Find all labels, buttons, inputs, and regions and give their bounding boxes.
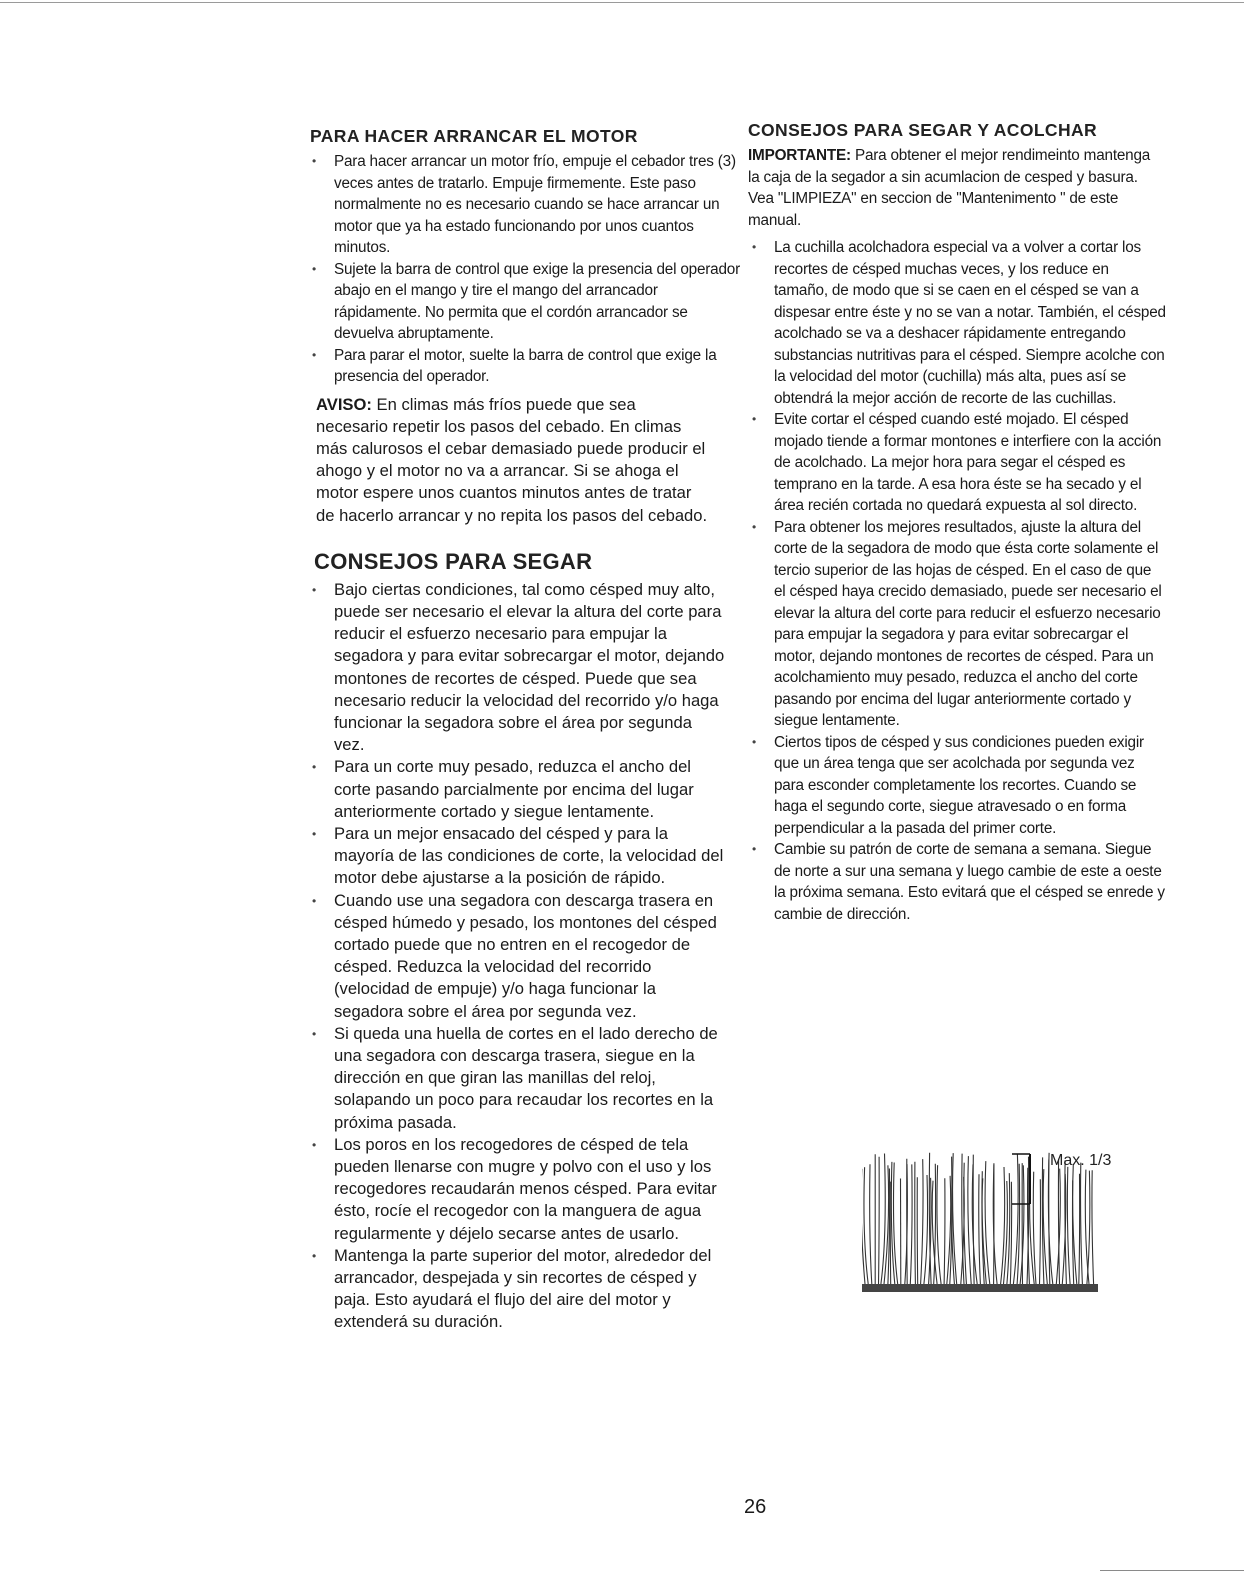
grass-blade	[1010, 1182, 1011, 1284]
list-item: • Bajo ciertas condiciones, tal como césped muy alto, puede ser necesario el elevar la altura del corte para reducir el esfuerzo necesario para empujar la segadora y para evitar sobrecargar el motor, dejando montones de recortes de césped. Puede que sea necesario reducir la velocidad del recorrido y/o haga funcionar la segadora sobre el área por segunda vez.	[308, 579, 726, 757]
grass-blade	[973, 1155, 974, 1284]
grass-blade	[915, 1162, 916, 1284]
grass-blade	[1001, 1167, 1005, 1284]
grass-blade	[870, 1164, 872, 1284]
list-item: • Los poros en los recogedores de césped de tela pueden llenarse con mugre y polvo con el uso y los recogedores recaudarán menos césped. Para evitar ésto, rocíe el recogedor con la manguera de agua regularmente y déjelo secarse antes de usarlo.	[308, 1134, 726, 1245]
mulching-tips-list	[748, 237, 1166, 925]
grass-blade	[964, 1163, 967, 1284]
list-item: • La cuchilla acolchadora especial va a volver a cortar los recortes de césped muchas veces, y los reduce en tamaño, de modo que si se caen en el césped se van a dispesar entre éste y no se van a notar. También, el césped acolchado se va a deshacer rápidamente entregando substancias nutritivas para el césped. Siempre acolche con la velocidad del motor (cuchilla) más alta, pues así se obtendrá la mejor acción de recorte de las cuchillas.	[748, 237, 1166, 409]
mulching-tips-section	[748, 120, 1188, 925]
right-column	[748, 120, 1188, 925]
grass-blade	[1033, 1172, 1036, 1284]
list-item: • Si queda una huella de cortes en el lado derecho de una segadora con descarga trasera, siegue en la dirección en que giran las manillas del reloj, solapando un poco para recaudar los recortes en la próxima pasada.	[308, 1023, 726, 1134]
notice-paragraph	[316, 394, 708, 527]
grass-blade	[879, 1157, 880, 1284]
start-engine-list	[308, 151, 748, 388]
start-engine-section	[308, 126, 748, 527]
grass-blade	[910, 1164, 912, 1284]
list-item: • Para un corte muy pesado, reduzca el ancho del corte pasando parcialmente por encima del lugar anteriormente cortado y siegue lentamente.	[308, 756, 726, 823]
grass-blade	[1040, 1179, 1041, 1284]
list-item: • Para obtener los mejores resultados, ajuste la altura del corte de la segadora de modo que ésta corte solamente el tercio superior de las hojas de césped. En el caso de que el césped haya crecido demasiado, puede ser necesario el elevar la altura del corte para reducir el esfuerzo necesario para empujar la segadora y para evitar sobrecargar el motor, dejando montones de recortes de césped. Para un acolchamiento muy pesado, reduzca el ancho del corte pasando por encima del lugar anteriormente cortado y siegue lentamente.	[748, 517, 1166, 732]
grass-blade	[1067, 1167, 1070, 1284]
grass-blade	[937, 1165, 941, 1284]
top-scan-rule	[0, 2, 1244, 3]
list-item: • Cambie su patrón de corte de semana a semana. Siegue de norte a sur una semana y luego cambie de este a oeste la próxima semana. Esto evitará que el césped se enrede y cambie de dirección.	[748, 839, 1166, 925]
max-third-label: Max. 1/3	[1050, 1152, 1112, 1169]
mowing-tips-heading: CONSEJOS PARA SEGAR	[314, 548, 593, 574]
grass-blade	[1079, 1174, 1080, 1284]
left-column	[308, 126, 748, 1334]
list-item: • Sujete la barra de control que exige la presencia del operador abajo en el mango y tire el mango del arrancador rápidamente. No permita que el cordón arrancador se devuelva abruptamente.	[308, 259, 748, 345]
grass-blade	[864, 1167, 868, 1284]
grass-blade	[894, 1163, 898, 1285]
grass-blade	[1092, 1170, 1094, 1284]
bottom-scan-rule	[1100, 1570, 1244, 1571]
important-label: IMPORTANTE:	[748, 147, 851, 164]
grass-blade	[881, 1154, 885, 1285]
grass-blade	[968, 1156, 971, 1284]
list-item: • Para hacer arrancar un motor frío, empuje el cebador tres (3) veces antes de tratarlo. Empuje firmemente. Este paso normalmente no es necesario cuando se hace arrancar un motor que ya ha estado funcionando por unos cuantos minutos.	[308, 151, 748, 259]
list-item: • Para un mejor ensacado del césped y para la mayoría de las condiciones de corte, la velocidad del motor debe ajustarse a la posición de rápido.	[308, 823, 726, 890]
list-item: • Cuando use una segadora con descarga trasera en césped húmedo y pesado, los montones del césped cortado puede que no entren en el recogedor de césped. Reduzca la velocidad del recorrido (velocidad de empuje) y/o haga funcionar la segadora sobre el área por segunda vez.	[308, 890, 726, 1023]
grass-blade	[972, 1164, 977, 1284]
grass-height-illustration-icon	[862, 1148, 1114, 1296]
mulching-tips-heading: CONSEJOS PARA SEGAR Y ACOLCHAR	[748, 120, 1098, 140]
grass-blade	[924, 1175, 928, 1284]
grass-blade	[944, 1178, 945, 1284]
important-paragraph	[748, 145, 1160, 231]
page-number: 26	[744, 1496, 767, 1518]
list-item: • Ciertos tipos de césped y sus condiciones pueden exigir que un área tenga que ser acolchada por segunda vez para esconder completamente los recortes. Cuando se haga el segundo corte, siegue atravesado o en forma perpendicular a la pasada del primer corte.	[748, 732, 1166, 840]
grass-blade	[1081, 1163, 1083, 1284]
list-item: • Mantenga la parte superior del motor, alrededor del arrancador, despejada y sin recortes de césped y paja. Esto ayudará el flujo del aire del motor y extenderá su duración.	[308, 1245, 726, 1334]
notice-text: En climas más fríos puede que sea necesario repetir los pasos del cebado. En climas más calurosos el cebar demasiado puede producir el ahogo y el motor no va a arrancar. Si se ahoga el motor espere unos cuantos minutos antes de tratar de hacerlo arrancar y no repita los pasos del cebado.	[316, 394, 708, 525]
grass-blade	[1013, 1154, 1018, 1284]
list-item: • Evite cortar el césped cuando esté mojado. El césped mojado tiende a formar montones e interfiere con la acción de acolchado. La mejor hora para segar el césped es temprano en la tarde. A esa hora éste se ha secado y el área recién cortada no quedará expuesta al sol directo.	[748, 409, 1166, 517]
grass-blade	[921, 1159, 923, 1284]
start-engine-heading: PARA HACER ARRANCAR EL MOTOR	[310, 126, 638, 146]
grass-blade	[985, 1161, 990, 1284]
list-item: • Para parar el motor, suelte la barra de control que exige la presencia del operador.	[308, 345, 748, 388]
grass-blade	[1058, 1159, 1059, 1284]
mowing-tips-list	[308, 579, 726, 1334]
grass-blade	[979, 1174, 981, 1284]
grass-height-figure	[862, 1148, 1114, 1296]
important-text: Para obtener el mejor rendimeinto mantenga la caja de la segador a sin acumlacion de cesped y basura. Vea "LIMPIEZA" en seccion de "Mantenimento " de este manual.	[748, 147, 1151, 229]
notice-label: AVISO:	[316, 394, 372, 414]
mowing-tips-section	[308, 549, 748, 1334]
